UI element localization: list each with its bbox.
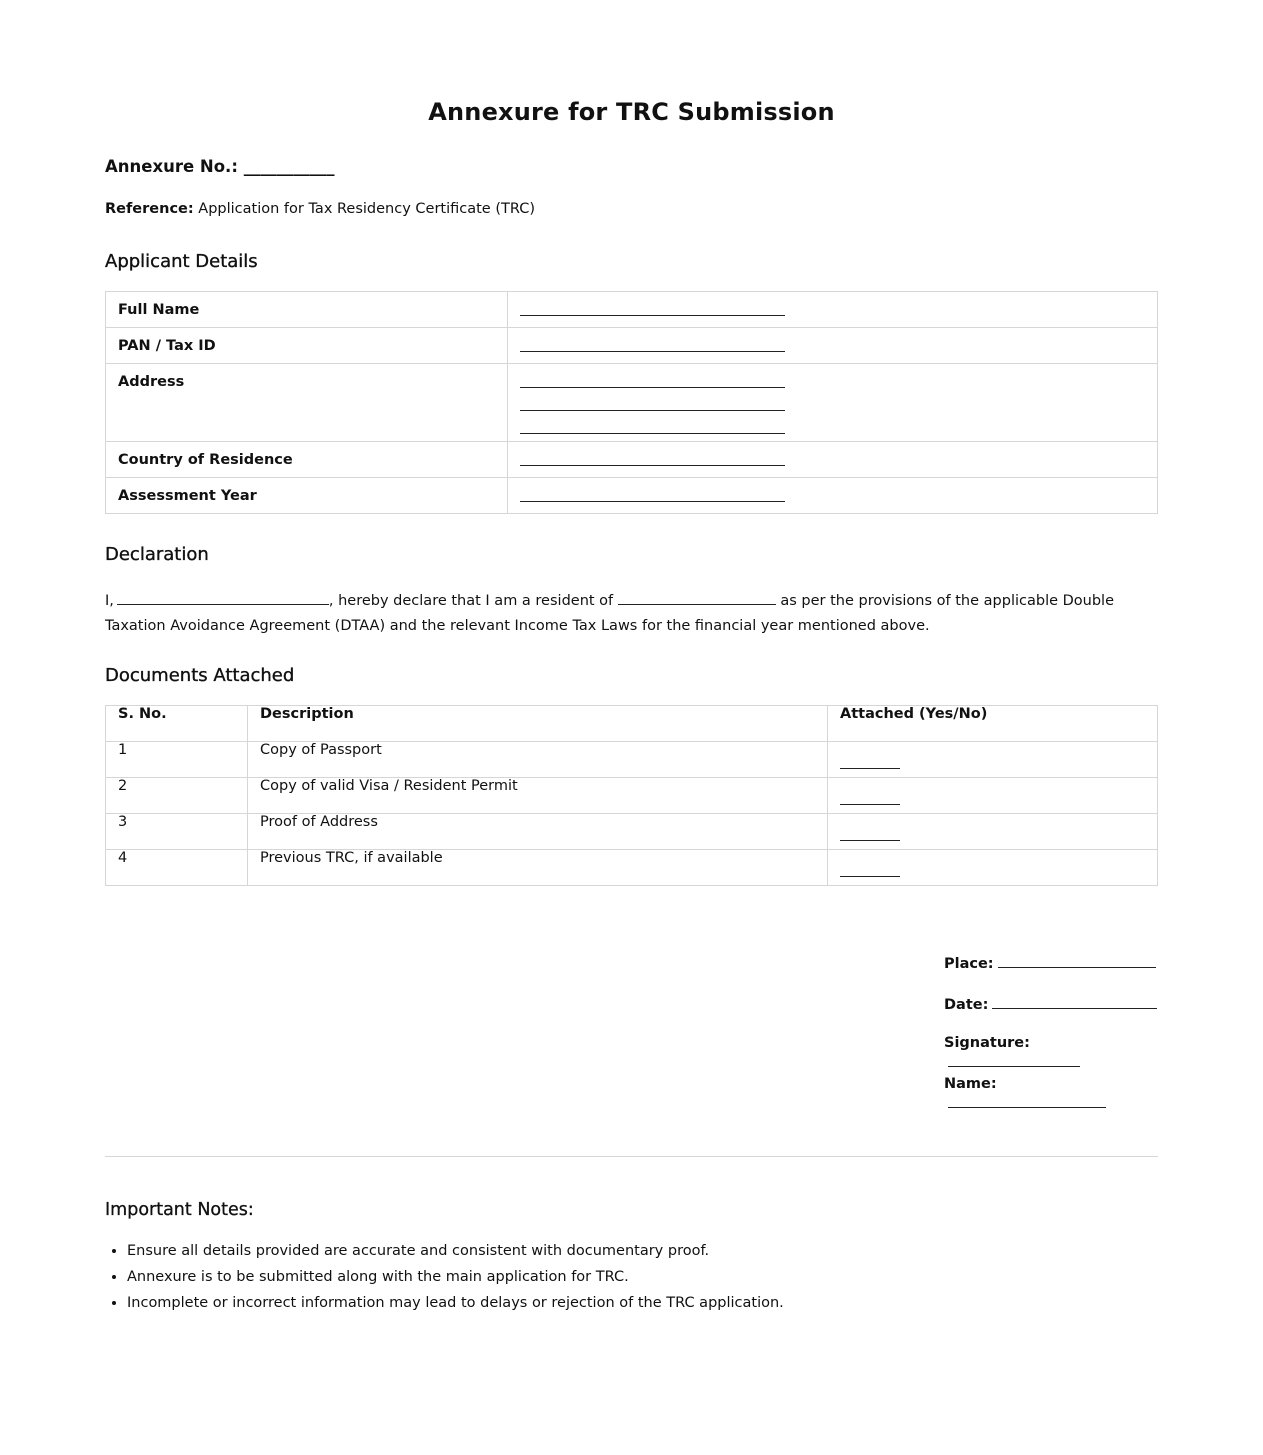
place-label: Place: — [944, 956, 994, 972]
row-description: Previous TRC, if available — [248, 850, 828, 886]
row-description: Copy of Passport — [248, 742, 828, 778]
reference-label: Reference: — [105, 201, 194, 217]
date-field — [944, 993, 1157, 1013]
signature-field — [944, 1035, 1158, 1071]
table-row — [106, 850, 1158, 886]
blank-line — [520, 328, 785, 352]
field-value-address[interactable] — [508, 364, 1158, 442]
row-description: Proof of Address — [248, 814, 828, 850]
table-row — [106, 328, 1158, 364]
document-title: Annexure for TRC Submission — [428, 98, 835, 126]
documents-attached-heading: Documents Attached — [105, 665, 295, 686]
blank-line — [840, 778, 900, 805]
important-notes-list — [105, 1238, 1158, 1316]
field-value-pan[interactable] — [508, 328, 1158, 364]
list-item: • Incomplete or incorrect information may lead to delays or rejection of the TRC application. — [127, 1290, 1158, 1316]
residence-country-blank[interactable] — [618, 588, 776, 605]
field-value-full-name[interactable] — [508, 292, 1158, 328]
important-notes-list-container — [105, 1238, 1158, 1311]
applicant-details-table — [105, 291, 1158, 514]
table-row — [106, 778, 1158, 814]
field-value-country[interactable] — [508, 442, 1158, 478]
important-notes-heading: Important Notes: — [105, 1200, 254, 1220]
blank-line — [840, 814, 900, 841]
field-label-address: Address — [106, 364, 508, 442]
row-attached-blank[interactable] — [828, 778, 1158, 814]
field-label-full-name: Full Name — [106, 292, 508, 328]
row-attached-blank[interactable] — [828, 742, 1158, 778]
list-item: • Annexure is to be submitted along with the main application for TRC. — [127, 1264, 1158, 1290]
blank-line — [520, 388, 785, 411]
column-header-attached: Attached (Yes/No) — [828, 706, 1158, 742]
column-header-description: Description — [248, 706, 828, 742]
table-row — [106, 442, 1158, 478]
declaration-heading: Declaration — [105, 544, 209, 565]
row-attached-blank[interactable] — [828, 850, 1158, 886]
blank-line — [520, 364, 785, 388]
row-description: Copy of valid Visa / Resident Permit — [248, 778, 828, 814]
field-label-country: Country of Residence — [106, 442, 508, 478]
blank-line — [520, 292, 785, 316]
documents-table — [105, 705, 1158, 886]
reference-line — [105, 201, 535, 217]
table-row — [106, 292, 1158, 328]
table-row — [106, 364, 1158, 442]
name-field — [944, 1076, 1158, 1112]
table-row — [106, 814, 1158, 850]
annexure-number-blank: ___________ — [243, 157, 335, 176]
row-attached-blank[interactable] — [828, 814, 1158, 850]
declaration-prefix: I, — [105, 593, 114, 609]
annexure-number — [105, 157, 334, 176]
field-value-assessment-year[interactable] — [508, 478, 1158, 514]
name-blank[interactable] — [948, 1092, 1106, 1108]
date-blank[interactable] — [992, 993, 1157, 1009]
declarant-name-blank[interactable] — [117, 588, 329, 605]
blank-line — [840, 850, 900, 877]
section-divider — [105, 1156, 1158, 1157]
field-label-pan: PAN / Tax ID — [106, 328, 508, 364]
blank-line — [520, 411, 785, 434]
signature-label: Signature: — [944, 1035, 1030, 1051]
declaration-middle: , hereby declare that I am a resident of — [328, 593, 614, 609]
blank-line — [520, 442, 785, 466]
signature-blank[interactable] — [948, 1051, 1080, 1067]
table-header-row — [106, 706, 1158, 742]
blank-line — [520, 478, 785, 502]
place-field — [944, 952, 1156, 972]
reference-text: Application for Tax Residency Certificate (TRC) — [198, 201, 535, 217]
table-row — [106, 478, 1158, 514]
row-sno: 2 — [106, 778, 248, 814]
blank-line — [840, 742, 900, 769]
annexure-number-label: Annexure No.: — [105, 157, 238, 176]
list-item: • Ensure all details provided are accurate and consistent with documentary proof. — [127, 1238, 1158, 1264]
declaration-suffix: as per the provisions of the applicable Double Taxation Avoidance Agreement (DTAA) and the relevant Income Tax Laws for the financial year mentioned above. — [105, 593, 1115, 634]
field-label-assessment-year: Assessment Year — [106, 478, 508, 514]
column-header-sno: S. No. — [106, 706, 248, 742]
applicant-details-heading: Applicant Details — [105, 251, 258, 272]
place-blank[interactable] — [998, 952, 1156, 968]
row-sno: 3 — [106, 814, 248, 850]
date-label: Date: — [944, 997, 989, 1013]
row-sno: 4 — [106, 850, 248, 886]
table-row — [106, 742, 1158, 778]
name-label: Name: — [944, 1076, 997, 1092]
row-sno: 1 — [106, 742, 248, 778]
declaration-text — [105, 588, 1158, 639]
